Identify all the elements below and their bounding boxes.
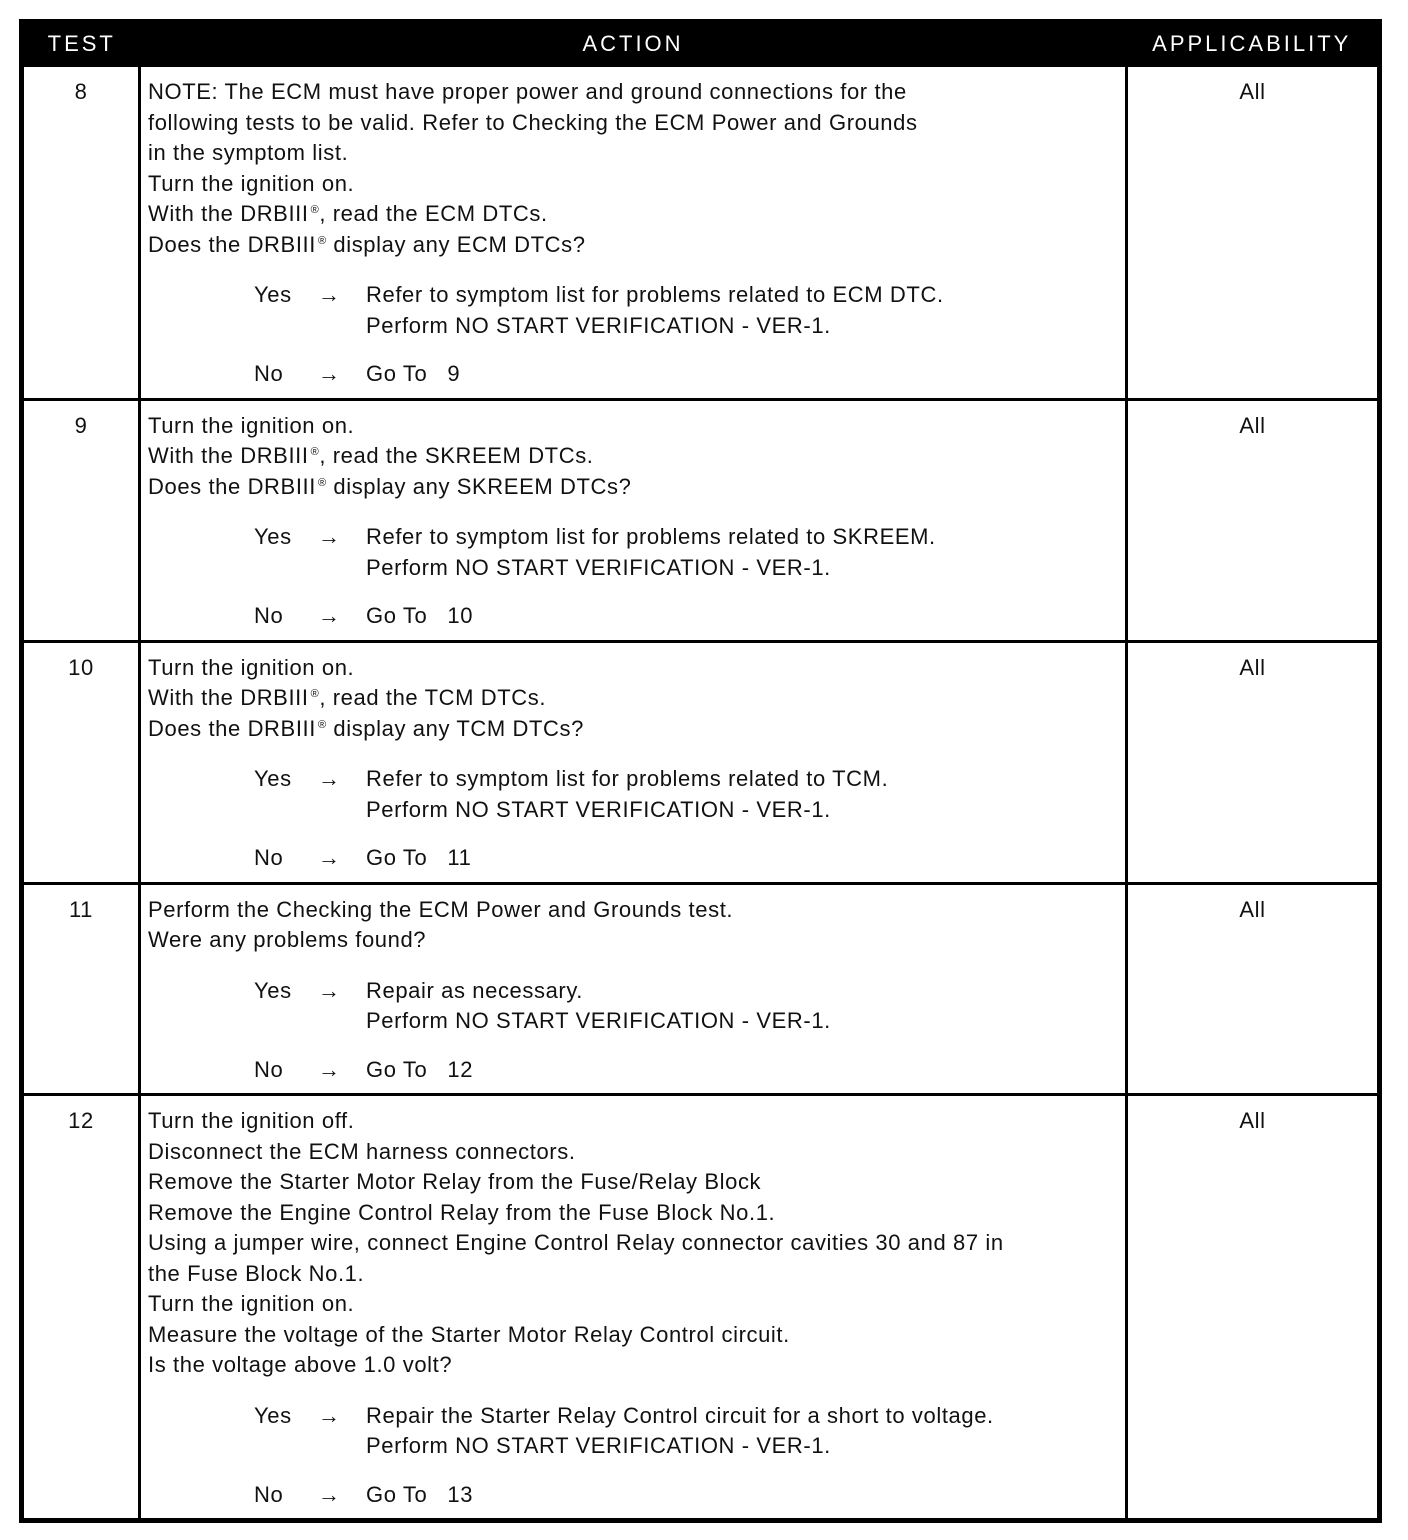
no-label: No bbox=[254, 603, 284, 628]
table-row bbox=[22, 1095, 1380, 1521]
right-arrow-icon: → bbox=[318, 524, 341, 549]
yes-result bbox=[254, 1401, 1119, 1462]
yes-action-line: Perform NO START VERIFICATION - VER-1. bbox=[366, 796, 831, 822]
yes-action-line: Repair the Starter Relay Control circuit for a short to voltage. bbox=[366, 1402, 994, 1428]
action-cell bbox=[140, 1095, 1127, 1521]
test-number: 9 bbox=[22, 399, 140, 641]
table-row bbox=[22, 641, 1380, 883]
yes-action-line: Refer to symptom list for problems related to TCM. bbox=[366, 766, 889, 791]
yes-action bbox=[366, 976, 1119, 1037]
action-cell bbox=[140, 641, 1127, 883]
action-line: Does the DRBIII ® display any TCM DTCs? bbox=[148, 715, 584, 741]
action-line: Remove the Starter Motor Relay from the Fuse/Relay Block bbox=[148, 1169, 762, 1194]
no-result bbox=[254, 601, 1119, 632]
action-cell bbox=[140, 66, 1127, 400]
yes-action-line: Perform NO START VERIFICATION - VER-1. bbox=[366, 554, 831, 580]
yes-action bbox=[366, 280, 1119, 341]
yes-label: Yes bbox=[254, 766, 292, 791]
no-result bbox=[254, 1055, 1119, 1086]
no-label: No bbox=[254, 845, 284, 870]
yes-action-line: Perform NO START VERIFICATION - VER-1. bbox=[366, 1433, 831, 1458]
action-line: following tests to be valid. Refer to Checking the ECM Power and Grounds bbox=[148, 109, 918, 135]
yes-result bbox=[254, 764, 1119, 825]
registered-mark: ® bbox=[317, 718, 327, 731]
no-result bbox=[254, 1480, 1119, 1511]
right-arrow-icon: → bbox=[318, 603, 341, 628]
action-line: Turn the ignition off. bbox=[148, 1108, 355, 1133]
yes-action bbox=[366, 764, 1119, 825]
action-line: Measure the voltage of the Starter Motor Relay Control circuit. bbox=[148, 1321, 790, 1347]
action-line: Turn the ignition on. bbox=[148, 170, 355, 196]
applicability-value: All bbox=[1127, 66, 1380, 400]
no-label: No bbox=[254, 1056, 284, 1082]
action-line: Disconnect the ECM harness connectors. bbox=[148, 1138, 576, 1164]
action-line: With the DRBIII ®, read the TCM DTCs. bbox=[148, 685, 547, 710]
right-arrow-icon: → bbox=[318, 766, 341, 791]
yes-action bbox=[366, 522, 1119, 583]
test-number: 11 bbox=[22, 883, 140, 1095]
action-line: in the symptom list. bbox=[148, 140, 349, 165]
yes-action-line: Perform NO START VERIFICATION - VER-1. bbox=[366, 312, 831, 338]
yes-action bbox=[366, 1401, 1119, 1462]
table-header-row bbox=[22, 22, 1380, 66]
action-line: NOTE: The ECM must have proper power and ground connections for the bbox=[148, 79, 907, 104]
action-line: With the DRBIII ®, read the ECM DTCs. bbox=[148, 201, 548, 226]
yes-result bbox=[254, 280, 1119, 341]
action-cell bbox=[140, 883, 1127, 1095]
applicability-value: All bbox=[1127, 399, 1380, 641]
yes-action-line: Refer to symptom list for problems related to SKREEM. bbox=[366, 524, 936, 549]
right-arrow-icon: → bbox=[318, 361, 341, 386]
header-applicability: APPLICABILITY bbox=[1127, 22, 1380, 66]
action-line: Does the DRBIII ® display any SKREEM DTCs? bbox=[148, 473, 632, 499]
header-action: ACTION bbox=[140, 22, 1127, 66]
action-cell bbox=[140, 399, 1127, 641]
goto-step: Go To 11 bbox=[366, 845, 472, 870]
action-line: Is the voltage above 1.0 volt? bbox=[148, 1352, 453, 1377]
registered-mark: ® bbox=[310, 688, 320, 700]
goto-step: Go To 9 bbox=[366, 361, 461, 386]
yes-result bbox=[254, 522, 1119, 583]
yes-label: Yes bbox=[254, 524, 292, 549]
table-body bbox=[22, 66, 1380, 1521]
no-label: No bbox=[254, 1481, 284, 1507]
applicability-value: All bbox=[1127, 641, 1380, 883]
action-line: Turn the ignition on. bbox=[148, 1291, 355, 1316]
right-arrow-icon: → bbox=[318, 1481, 341, 1507]
yes-action-line: Refer to symptom list for problems related to ECM DTC. bbox=[366, 282, 944, 307]
yes-label: Yes bbox=[254, 977, 292, 1003]
yes-action-line: Perform NO START VERIFICATION - VER-1. bbox=[366, 1008, 831, 1033]
registered-mark: ® bbox=[317, 234, 327, 247]
right-arrow-icon: → bbox=[318, 845, 341, 870]
right-arrow-icon: → bbox=[318, 1056, 341, 1082]
applicability-value: All bbox=[1127, 1095, 1380, 1521]
action-line: the Fuse Block No.1. bbox=[148, 1260, 365, 1286]
table-row bbox=[22, 66, 1380, 400]
goto-step: Go To 12 bbox=[366, 1056, 474, 1082]
header-test: TEST bbox=[22, 22, 140, 66]
yes-label: Yes bbox=[254, 1402, 292, 1428]
right-arrow-icon: → bbox=[318, 282, 341, 307]
test-number: 10 bbox=[22, 641, 140, 883]
action-line: With the DRBIII ®, read the SKREEM DTCs. bbox=[148, 443, 594, 468]
test-number: 8 bbox=[22, 66, 140, 400]
action-line: Using a jumper wire, connect Engine Control Relay connector cavities 30 and 87 in bbox=[148, 1230, 1004, 1255]
goto-step: Go To 10 bbox=[366, 603, 474, 628]
table-row bbox=[22, 883, 1380, 1095]
no-result bbox=[254, 843, 1119, 874]
registered-mark: ® bbox=[310, 446, 320, 458]
action-line: Were any problems found? bbox=[148, 927, 427, 952]
table-row bbox=[22, 399, 1380, 641]
registered-mark: ® bbox=[317, 476, 327, 489]
registered-mark: ® bbox=[310, 204, 320, 216]
action-line: Perform the Checking the ECM Power and Grounds test. bbox=[148, 896, 734, 922]
yes-result bbox=[254, 976, 1119, 1037]
yes-label: Yes bbox=[254, 282, 292, 307]
diagnostic-test-table bbox=[19, 19, 1382, 1523]
applicability-value: All bbox=[1127, 883, 1380, 1095]
action-line: Turn the ignition on. bbox=[148, 412, 355, 438]
goto-step: Go To 13 bbox=[366, 1481, 474, 1507]
action-line: Turn the ignition on. bbox=[148, 654, 355, 680]
test-number: 12 bbox=[22, 1095, 140, 1521]
right-arrow-icon: → bbox=[318, 1402, 341, 1428]
yes-action-line: Repair as necessary. bbox=[366, 977, 584, 1003]
no-label: No bbox=[254, 361, 284, 386]
action-line: Does the DRBIII ® display any ECM DTCs? bbox=[148, 231, 586, 257]
action-line: Remove the Engine Control Relay from the Fuse Block No.1. bbox=[148, 1199, 776, 1225]
no-result bbox=[254, 359, 1119, 390]
right-arrow-icon: → bbox=[318, 977, 341, 1003]
